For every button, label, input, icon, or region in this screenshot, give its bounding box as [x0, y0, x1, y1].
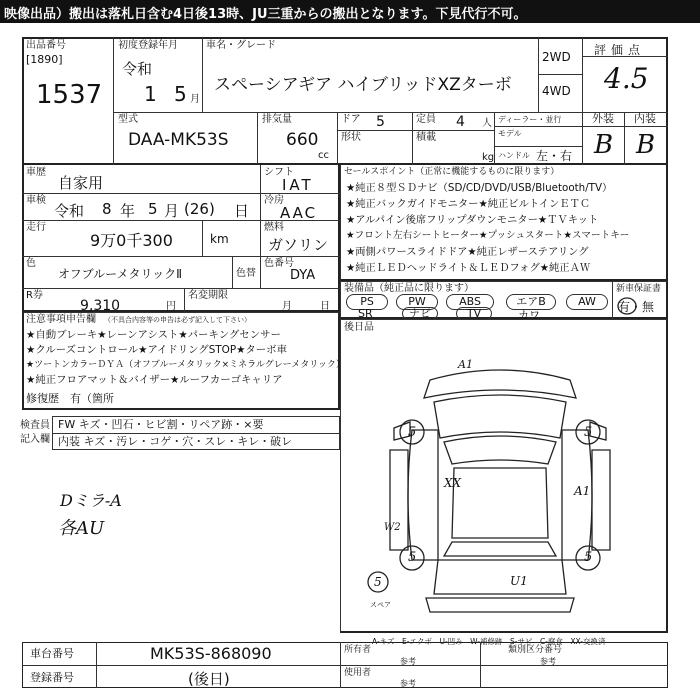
warranty-circle: [612, 292, 642, 316]
inspection-day-unit: 日: [234, 202, 250, 220]
equip-tv: TV: [456, 307, 492, 320]
fuel-label: 燃料: [264, 222, 284, 233]
car-diagram: [360, 360, 640, 620]
chassis-label: 車台番号: [30, 647, 74, 660]
sales-point-item: ★純正バックガイドモニター★純正ビルトインＥＴＣ: [346, 198, 591, 210]
tire-spare: 5: [374, 575, 382, 589]
equip-aw: AW: [566, 294, 608, 310]
inspection-label: 車検: [26, 195, 46, 206]
first-reg-era: 令和: [122, 60, 153, 78]
repair-label: 修復歴: [26, 392, 59, 405]
handwritten-mirror: Dミラ-A: [60, 491, 122, 510]
tire-fl: 5: [408, 425, 417, 440]
doors-value: 5: [376, 114, 385, 130]
model-year-label: モデル: [498, 129, 522, 138]
recycle-label: R券: [26, 290, 43, 301]
inspection-year: 8: [102, 200, 112, 218]
displacement-value: 660: [286, 130, 319, 150]
color-label: 色: [26, 258, 36, 269]
sales-point-item: ★純正８型ＳＤナビ（SD/CD/DVD/USB/Bluetooth/TV）: [346, 182, 613, 194]
int-label: 内装: [634, 112, 656, 125]
inspection-month-unit: 月: [164, 202, 180, 220]
mileage-value: 9万0千300: [90, 231, 173, 250]
mark-rear: U1: [510, 574, 528, 588]
displacement-unit: cc: [318, 150, 329, 161]
chassis-value: MK53S-868090: [150, 644, 272, 663]
equip-sr: SR: [358, 307, 373, 320]
aircon-value: AAC: [280, 204, 318, 222]
drive-4wd: 4WD: [542, 84, 571, 98]
header-text: 映像出品）搬出は落札日含む4日後13時、JU三重からの搬出となります。下見代行不可。: [4, 7, 527, 22]
sales-point-item: ★純正ＬＥＤヘッドライト＆ＬＥＤフォグ★純正ＡＷ: [346, 262, 591, 274]
notes-sub: （不具合内容等の申告は必ず記入して下さい）: [104, 316, 251, 324]
sales-points-label: セールスポイント（正常に機能するものに限ります）: [344, 167, 560, 177]
shape-label: 形状: [341, 132, 361, 143]
displacement-label: 排気量: [262, 114, 292, 125]
owner-label: 所有者: [344, 645, 372, 655]
first-reg-year: 1: [144, 82, 157, 106]
mark-hood: XX: [444, 476, 462, 490]
classification-value: 参考: [540, 657, 556, 666]
note-line: ★自動ブレーキ★レーンアシスト★パーキングセンサー: [26, 329, 281, 341]
check-line-1: FW キズ・凹石・ヒビ割・リペア跡・×要: [58, 418, 264, 431]
equip-abs: ABS: [446, 294, 494, 310]
equip-ps: PS: [346, 294, 388, 310]
capacity-unit: 人: [482, 118, 492, 129]
classification-label: 類別区分番号: [508, 645, 563, 655]
drive-2wd: 2WD: [542, 50, 571, 64]
equip-leather: カワ: [518, 309, 540, 322]
shift-value: IAT: [282, 176, 314, 194]
user-value: 参考: [400, 679, 416, 688]
check-label-2: 記入欄: [20, 434, 50, 445]
spare-label: スペア: [370, 601, 391, 609]
score-value: 4.5: [604, 62, 649, 95]
equip-pw: PW: [396, 294, 438, 310]
notes-label: 注意事項申告欄: [26, 314, 96, 325]
mark-right: A1: [574, 484, 591, 498]
tire-rr: 5: [584, 550, 593, 565]
color-value: オフブルーメタリックⅡ: [58, 267, 182, 281]
capacity-label: 定員: [416, 114, 436, 125]
inspection-era: 令和: [54, 202, 85, 220]
note-line: ★純正フロアマット＆バイザー★ルーフカーゴキャリア: [26, 374, 283, 386]
ext-label: 外装: [592, 112, 614, 125]
inspection-month: 5: [148, 200, 158, 218]
tire-fr: 5: [584, 425, 593, 440]
check-label-1: 検査員: [20, 420, 50, 431]
first-reg-month-unit: 月: [190, 94, 200, 105]
mileage-unit: km: [210, 232, 229, 246]
handwritten-au: 各AU: [58, 518, 105, 539]
color-code-label: 色番号: [264, 258, 294, 269]
equipment-label: 装備品（純正品に限ります）: [344, 283, 474, 294]
car-name-value: スペーシアギア ハイブリッドXZターボ: [214, 75, 512, 95]
note-line: ★ツートンカラーＤＹＡ（オフブルーメタリック×ミネラルグレーメタリック）: [26, 360, 345, 370]
diagram-label: 後日品: [344, 322, 374, 333]
car-name-label: 車名・グレード: [206, 40, 276, 51]
name-change-label: 名変期限: [188, 290, 228, 301]
first-reg-month: 5: [174, 82, 187, 106]
color-change-label: 色替: [236, 268, 256, 279]
new-car-warranty-value: 有・無: [618, 300, 655, 314]
registration-value: (後日): [188, 670, 230, 688]
damage-legend: A-キズ E-エクボ U-凹み W-補修跡 S-サビ C-腐食 XX-交換済: [372, 637, 606, 646]
model-value: DAA-MK53S: [128, 130, 229, 150]
load-label: 積載: [416, 132, 436, 143]
int-grade: B: [636, 130, 656, 160]
model-label: 型式: [118, 114, 138, 125]
ext-grade: B: [594, 130, 614, 160]
equip-airbag: エアB: [506, 294, 556, 310]
check-line-2: 内装 キズ・汚レ・コゲ・穴・スレ・キレ・破レ: [58, 435, 293, 448]
sales-points-list: [346, 180, 629, 276]
fuel-value: ガソリン: [268, 236, 329, 254]
sales-point-item: ★両側パワースライドドア★純正レザーステアリング: [346, 246, 589, 258]
dealer-label: ディーラー・並行: [498, 115, 562, 124]
capacity-value: 4: [456, 114, 465, 130]
score-label: 評価点: [594, 43, 646, 57]
handle-label: ハンドル: [498, 151, 530, 160]
color-code: DYA: [290, 268, 316, 283]
registration-label: 登録番号: [30, 671, 74, 684]
aircon-label: 冷房: [264, 195, 284, 206]
new-car-warranty-label: 新車保証書: [616, 284, 662, 294]
sales-point-item: ★フロント左右シートヒーター★プッシュスタート★スマートキー: [346, 230, 630, 241]
lot-sub: [1890]: [26, 53, 63, 66]
type-label: 車歴: [26, 167, 46, 178]
mark-front: A1: [458, 358, 473, 371]
sales-point-item: ★アルパイン後席フリップダウンモニター★ＴＶキット: [346, 214, 599, 226]
lot-number: 1537: [36, 80, 103, 110]
mark-side: W2: [384, 522, 401, 533]
doors-label: ドア: [341, 114, 361, 125]
recycle-unit: 円: [166, 301, 176, 312]
mileage-label: 走行: [26, 222, 46, 233]
first-reg-label: 初度登録年月: [118, 40, 178, 51]
notes-lines: [26, 328, 345, 388]
lot-label: 出品番号: [26, 40, 66, 51]
note-line: ★クルーズコントロール★アイドリングSTOP★ターボ車: [26, 344, 287, 356]
recycle-value: 9,310: [80, 298, 121, 314]
handle-value: 左・右: [536, 149, 573, 163]
inspection-year-unit: 年: [120, 202, 136, 220]
user-label: 使用者: [344, 668, 372, 678]
name-change-month: 月: [282, 301, 292, 312]
inspection-day: (26): [184, 200, 215, 218]
equip-navi: ナビ: [402, 307, 438, 320]
repair-value: 有（箇所: [70, 392, 114, 405]
shift-label: シフト: [264, 167, 294, 178]
load-unit: kg: [482, 152, 495, 163]
tire-rl: 5: [408, 550, 417, 565]
type-value: 自家用: [58, 174, 104, 192]
owner-value: 参考: [400, 657, 416, 666]
name-change-day: 日: [320, 301, 330, 312]
